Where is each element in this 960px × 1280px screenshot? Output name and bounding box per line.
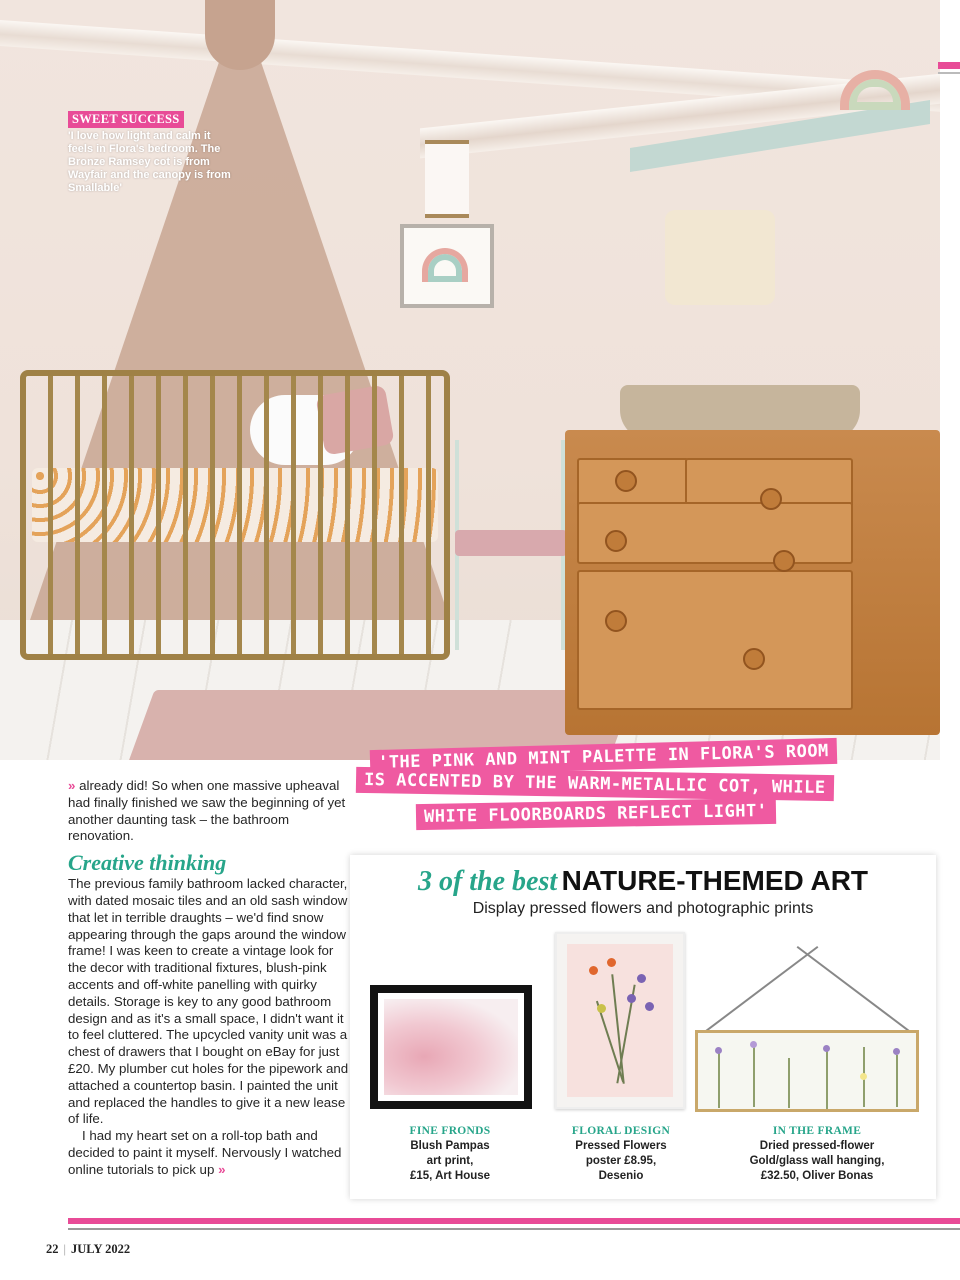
panel-subtitle: Display pressed flowers and photographic prints	[472, 900, 814, 917]
hanging-chain	[705, 925, 910, 1033]
product-line: art print,	[426, 1155, 474, 1167]
canopy-crown	[205, 0, 275, 70]
page-number: 22	[46, 1242, 59, 1256]
footer-rule-pink	[68, 1218, 960, 1224]
bronze-cot	[20, 370, 450, 660]
product-caption	[722, 1125, 912, 1184]
pressed-stem	[753, 1045, 755, 1107]
continue-arrow: »	[68, 778, 76, 793]
pressed-stem	[788, 1058, 790, 1108]
pressed-bloom	[823, 1045, 830, 1052]
pressed-stem	[718, 1053, 720, 1108]
pampas-art-print	[370, 985, 532, 1109]
pressed-bloom	[893, 1048, 900, 1055]
pressed-bloom	[860, 1073, 867, 1080]
article-paragraph	[68, 778, 350, 845]
product-line: Pressed Flowers	[575, 1140, 667, 1152]
flower-bloom	[627, 994, 636, 1003]
poster-image	[567, 944, 673, 1097]
drawer-knob	[760, 488, 782, 510]
product-price: poster £8.95,	[585, 1155, 657, 1167]
paragraph-text: already did! So when one massive upheaval had finally finished we saw the beginning of yet another daunting task – the bathroom renovation.	[68, 778, 346, 844]
flower-bloom	[589, 966, 598, 975]
edge-accent-bar	[938, 62, 960, 69]
paragraph-text: I had my heart set on a roll-top bath and decided to paint it myself. Nervously I watched online tutorials to pick up	[68, 1128, 342, 1177]
article-paragraph: The previous family bathroom lacked character, with dated mosaic tiles and an old sash window that let in terrible draughts – we'd find snow appearing through the gaps around the window frame! I was keen to create a vintage look for the decor with traditional fixtures, blush-pink accents and off-white panelling with quirky details. Storage is key to any good bathroom design and as it's a small space, I didn't want it to feel cluttered. The upcycled vanity unit was a chest of drawers that I bought on eBay for just £20. My plumber cut holes for the pipework and attached a countertop basin. I painted the unit and replaced the handles to give it a new lease of life.	[68, 876, 349, 1127]
pine-chest-of-drawers	[565, 430, 940, 735]
pull-quote-line-1: 'THE PINK AND MINT PALETTE IN FLORA'S ROOM	[370, 738, 837, 776]
three-of-the-best-panel	[350, 855, 936, 1199]
pressed-bloom	[715, 1047, 722, 1054]
flower-bloom	[607, 958, 616, 967]
drawer-knob	[615, 470, 637, 492]
pressed-stem	[896, 1055, 898, 1107]
drawer-knob	[773, 550, 795, 572]
pressed-flower-hanging-frame	[695, 1030, 919, 1112]
drawer	[577, 570, 853, 710]
pull-quote-line-2: IS ACCENTED BY THE WARM-METALLIC COT, WHILE	[356, 767, 834, 801]
product-line: Dried pressed-flower	[759, 1140, 875, 1152]
page-folio	[46, 1242, 130, 1257]
panel-title-bold: NATURE-THEMED ART	[561, 865, 869, 896]
edge-accent-rule	[938, 72, 960, 74]
more-arrow: »	[218, 1161, 226, 1177]
photo-caption	[68, 110, 238, 195]
print-mount	[378, 993, 524, 1101]
panel-title-italic: 3 of the best	[417, 866, 558, 897]
product-line: Blush Pampas	[410, 1140, 490, 1152]
footer-rule-grey	[68, 1228, 960, 1230]
pressed-bloom	[750, 1041, 757, 1048]
product-price: £15, Art House	[409, 1170, 491, 1182]
knitted-sweater	[665, 210, 775, 305]
pampas-image	[384, 999, 518, 1095]
drawer-knob	[605, 610, 627, 632]
product-price: £32.50, Oliver Bonas	[760, 1170, 874, 1182]
wooden-rainbow-toy	[840, 70, 910, 110]
chair-seat	[455, 530, 567, 556]
product-name: FINE FRONDS	[409, 1125, 491, 1137]
product-caption	[536, 1125, 706, 1184]
flower-bloom	[645, 1002, 654, 1011]
product-caption	[365, 1125, 535, 1184]
issue-date: JULY 2022	[71, 1242, 131, 1256]
flower-bloom	[597, 1004, 606, 1013]
flower-bloom	[637, 974, 646, 983]
product-line: Gold/glass wall hanging,	[749, 1155, 885, 1167]
caption-text: 'I love how light and calm it feels in Flora's bedroom. The Bronze Ramsey cot is from Wayfair and the canopy is from Smallable'	[68, 130, 231, 194]
folio-separator: |	[63, 1242, 67, 1256]
product-name: FLORAL DESIGN	[571, 1125, 671, 1137]
drawer-knob	[605, 530, 627, 552]
drawer-knob	[743, 648, 765, 670]
article-paragraph	[68, 1128, 350, 1178]
article-column	[68, 778, 350, 1179]
pressed-stem	[826, 1051, 828, 1109]
product-line: Desenio	[598, 1170, 644, 1182]
pressed-flowers-poster	[555, 932, 685, 1109]
product-name: IN THE FRAME	[772, 1125, 862, 1137]
panel-title	[350, 865, 936, 898]
pull-quote-line-3: WHITE FLOORBOARDS REFLECT LIGHT'	[416, 798, 776, 830]
subheading: Creative thinking	[68, 850, 227, 876]
caption-tag: SWEET SUCCESS	[68, 111, 184, 128]
